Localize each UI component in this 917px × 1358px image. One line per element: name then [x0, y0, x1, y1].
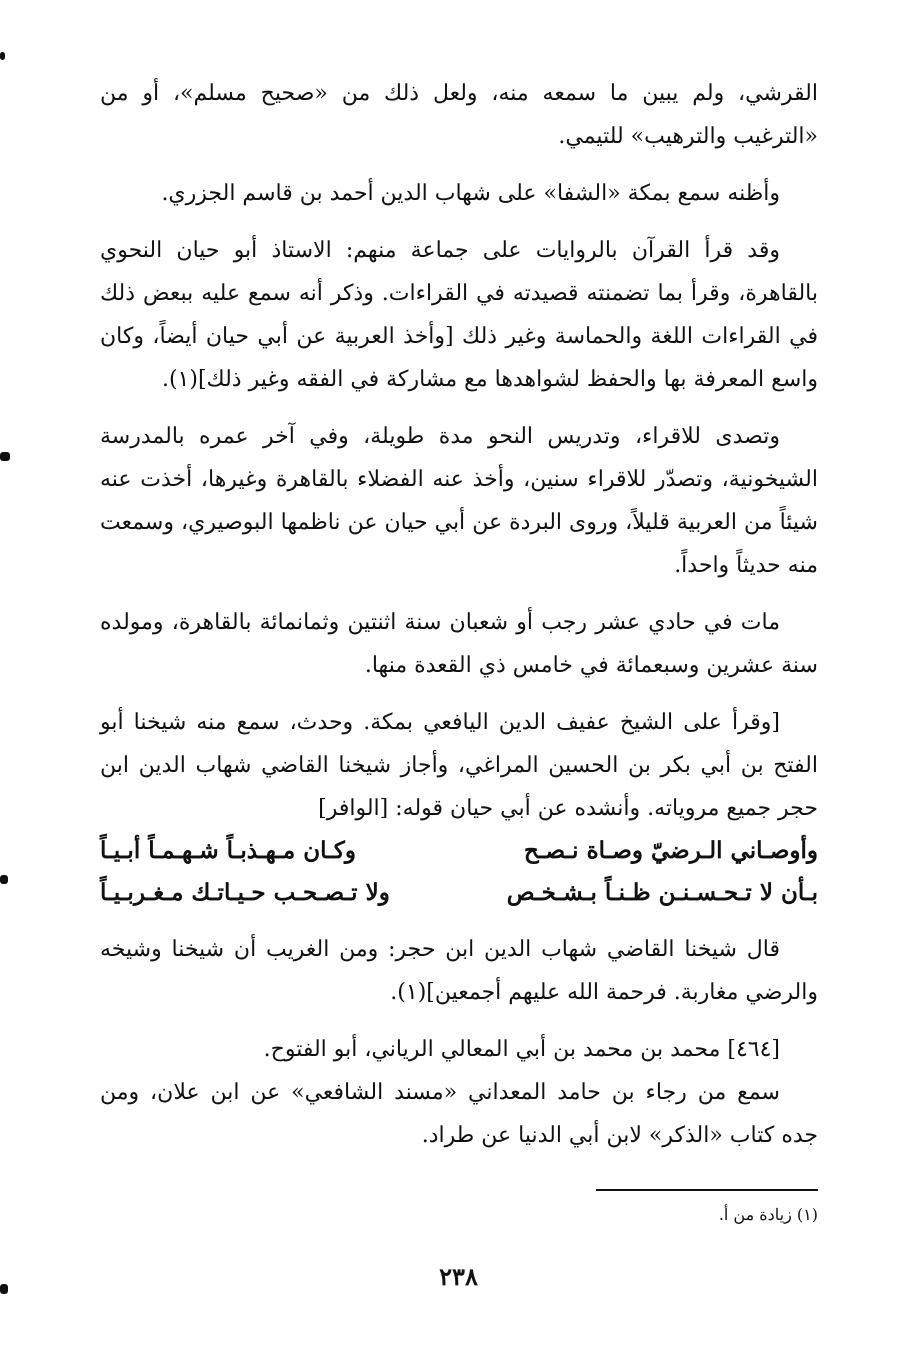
- verse-second-hemistich: ولا تـصـحـب حـيـاتـك مـغـربـيـاً: [100, 879, 390, 906]
- entry-body: سمع من رجاء بن حامد المعداني «مسند الشافعي» عن ابن علان، ومن جده كتاب «الذكر» لابن أبي الدنيا عن طراد.: [100, 1080, 818, 1148]
- paragraph: قال شيخنا القاضي شهاب الدين ابن حجر: ومن الغريب أن شيخنا وشيخه والرضي مغاربة. فرحمة الله عليهم أجمعين](١).: [100, 937, 818, 1005]
- scan-mark-top: [0, 52, 5, 60]
- verse-first-hemistich: وأوصـاني الـرضيّ وصـاة نـصـح: [523, 837, 818, 864]
- scan-mark-middle: [0, 452, 10, 461]
- paragraph: القرشي، ولم يبين ما سمعه منه، ولعل ذلك من «صحيح مسلم»، أو من «الترغيب والترهيب» للتيمي.: [100, 81, 818, 149]
- paragraph: وقد قرأ القرآن بالروايات على جماعة منهم: الاستاذ أبو حيان النحوي بالقاهرة، وقرأ بما تضمنته قصيدته في القراءات. وذكر أنه سمع عليه ببعض ذلك في القراءات اللغة والحماسة وغير ذلك [وأخذ العربية عن أبي حيان أيضاً، وكان واسع المعرفة بها والحفظ لشواهدها مع مشاركة في الفقه وغير ذلك](١).: [100, 238, 818, 392]
- entry-heading: [٤٦٤] محمد بن محمد بن أبي المعالي الرياني، أبو الفتوح.: [263, 1037, 780, 1062]
- verse-second-hemistich: وكـان مـهـذبـاً شـهـمـاً أبـيـاً: [100, 837, 356, 864]
- poem: [100, 830, 818, 914]
- paragraph: مات في حادي عشر رجب أو شعبان سنة اثنتين وثمانمائة بالقاهرة، ومولده سنة عشرين وسبعمائة في خامس ذي القعدة منها.: [100, 610, 818, 678]
- page-number: ٢٣٨: [439, 1262, 478, 1291]
- footnote-divider: [596, 1189, 818, 1191]
- verse-line: [100, 830, 818, 872]
- paragraph: وأظنه سمع بمكة «الشفا» على شهاب الدين أحمد بن قاسم الجزري.: [161, 181, 780, 206]
- verse-line: [100, 872, 818, 914]
- scan-mark-lower: [0, 875, 8, 884]
- footnote: (١) زيادة من أ.: [718, 1205, 818, 1224]
- paragraph: [وقرأ على الشيخ عفيف الدين اليافعي بمكة. وحدث، سمع منه شيخنا أبو الفتح بن أبي بكر بن الحسين المراغي، وأجاز شيخنا القاضي شهاب الدين ابن حجر جميع مروياته. وأنشده عن أبي حيان قوله: [الوافر]: [100, 710, 818, 821]
- main-text: [100, 72, 818, 1171]
- paragraph: وتصدى للاقراء، وتدريس النحو مدة طويلة، وفي آخر عمره بالمدرسة الشيخونية، وتصدّر للاقراء سنين، وأخذ عنه الفضلاء بالقاهرة وغيرها، أخذت عنه شيئاً من العربية قليلاً، وروى البردة عن أبي حيان عن ناظمها البوصيري، وسمعت منه حديثاً واحداً.: [100, 424, 818, 578]
- verse-first-hemistich: بـأن لا تـحـسـنـن ظـنـاً بـشـخـص: [506, 879, 818, 906]
